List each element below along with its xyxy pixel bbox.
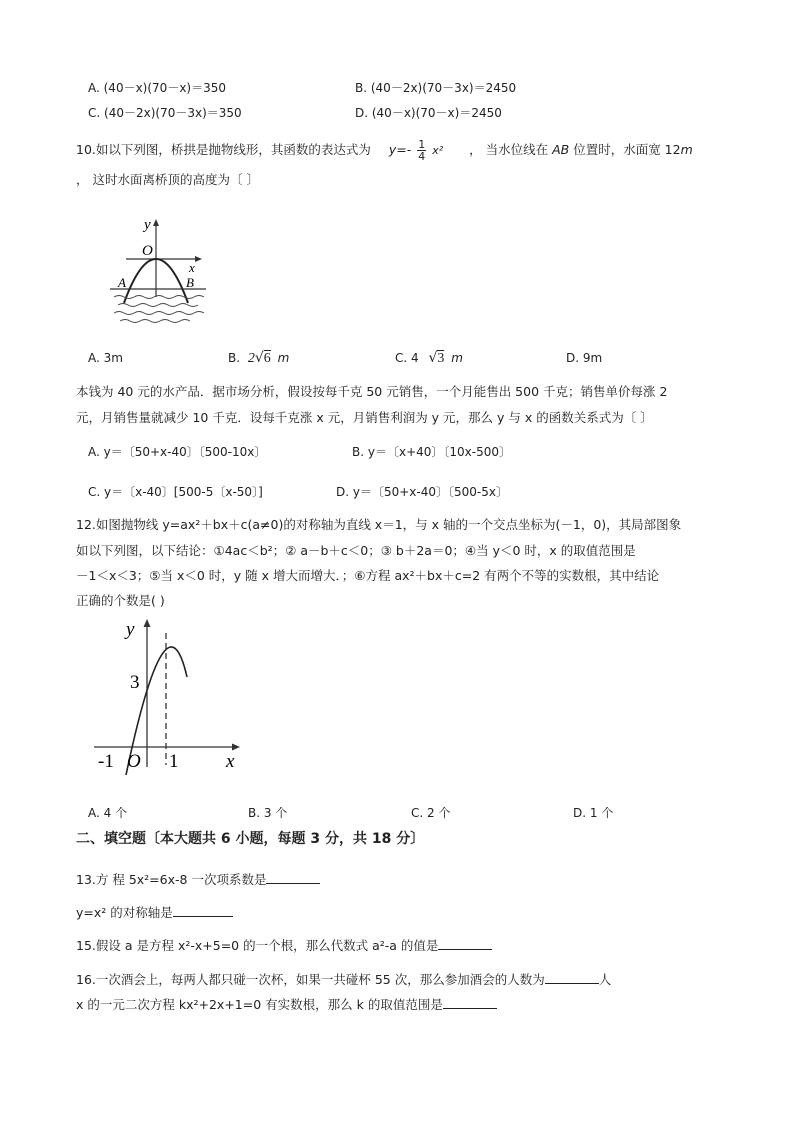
q10-option-c-radicand: 3 bbox=[437, 351, 445, 366]
q11-option-a: A. y＝〔50+x-40〕〔500-10x〕 bbox=[88, 445, 267, 459]
q10-ab: AB bbox=[552, 142, 570, 157]
fig2-y-arrow bbox=[144, 619, 151, 627]
section-2-title: 二、填空题〔本大题共 6 小题，每题 3 分，共 18 分〕 bbox=[76, 831, 425, 847]
q12-option-d: D. 1 个 bbox=[573, 806, 614, 820]
q17-text: x 的一元二次方程 kx²+2x+1=0 有实数根，那么 k 的取值范围是 bbox=[76, 997, 443, 1012]
q12-option-a: A. 4 个 bbox=[88, 806, 128, 820]
fig2-label-x: x bbox=[226, 751, 235, 772]
q12-stem-line2: 如以下列图，以下结论：①4ac＜b²；② a－b＋c＜0；③ b＋2a＝0；④当 y＜0 时，x 的取值范围是 bbox=[76, 543, 636, 558]
q12-option-b: B. 3 个 bbox=[248, 806, 288, 820]
q10-formula-suffix: x² bbox=[432, 144, 444, 157]
q11-option-c: C. y＝〔x-40〕[500-5〔x-50〕] bbox=[88, 485, 263, 499]
q10-option-b-radicand: 6 bbox=[263, 351, 271, 366]
q13-text: 13.方 程 5x²=6x-8 一次项系数是 bbox=[76, 872, 267, 887]
fig1-x-arrow bbox=[195, 256, 202, 262]
q17-answer-blank[interactable] bbox=[443, 996, 497, 1009]
fig2-label-3: 3 bbox=[130, 672, 140, 693]
q15-text: 15.假设 a 是方程 x²-x+5=0 的一个根，那么代数式 a²-a 的值是 bbox=[76, 938, 439, 953]
q15-line bbox=[76, 937, 492, 954]
q10-option-d: D. 9m bbox=[566, 351, 603, 365]
q14-text: y=x² 的对称轴是 bbox=[76, 905, 173, 920]
q10-stem-line1 bbox=[76, 139, 693, 162]
q10-formula-prefix: y=- bbox=[388, 142, 412, 157]
q16-text: 16.一次酒会上，每两人都只碰一次杯，如果一共碰杯 55 次，那么参加酒会的人数为 bbox=[76, 972, 545, 987]
fig1-y-arrow bbox=[153, 219, 159, 226]
q11-option-b: B. y＝〔x+40〕〔10x-500〕 bbox=[352, 445, 511, 459]
q12-stem-line1: 12.如图抛物线 y=ax²＋bx＋c(a≠0)的对称轴为直线 x＝1，与 x 轴的一个交点坐标为(－1，0)，其局部图象 bbox=[76, 517, 682, 532]
q10-fraction-num: 1 bbox=[418, 138, 426, 151]
parabola-figure bbox=[90, 615, 260, 775]
sqrt-icon: √ bbox=[254, 350, 264, 366]
q12-stem-line4: 正确的个数是( ) bbox=[76, 593, 165, 608]
q14-line bbox=[76, 904, 233, 921]
q11-stem-line1: 本钱为 40 元的水产品．据市场分析，假设按每千克 50 元销售，一个月能售出 500 千克；销售单价每涨 2 bbox=[76, 384, 668, 399]
fig1-label-o: O bbox=[142, 243, 153, 259]
q10-option-b-label: B. bbox=[228, 351, 241, 365]
q14-answer-blank[interactable] bbox=[173, 904, 233, 917]
sqrt-icon: √ bbox=[428, 350, 438, 366]
q13-answer-blank[interactable] bbox=[266, 871, 320, 884]
q12-stem-line3: －1＜x＜3；⑤当 x＜0 时，y 随 x 增大而增大．；⑥方程 ax²＋bx＋c=2 有两个不等的实数根，其中结论 bbox=[76, 568, 660, 583]
q10-option-a: A. 3m bbox=[88, 351, 123, 365]
q10-stem-text-a: 10.如以下列图，桥拱是抛物线形，其函数的表达式为 bbox=[76, 142, 371, 157]
q10-fraction-den: 4 bbox=[418, 150, 426, 163]
fig1-label-y: y bbox=[144, 217, 151, 233]
q10-stem-text-c: 位置时，水面宽 12 bbox=[573, 142, 681, 157]
fig2-x-arrow bbox=[232, 744, 240, 751]
q16-answer-blank[interactable] bbox=[545, 971, 599, 984]
fig2-label-o: O bbox=[127, 751, 141, 772]
q10-fraction bbox=[417, 139, 426, 162]
q9-option-d: D. (40－x)(70－x)＝2450 bbox=[355, 106, 502, 120]
q10-option-b-unit: m bbox=[277, 351, 290, 365]
q10-unit: m bbox=[680, 142, 693, 157]
q10-option-b bbox=[228, 350, 289, 367]
q12-option-c: C. 2 个 bbox=[411, 806, 451, 820]
q10-option-c-unit: m bbox=[451, 351, 463, 365]
q15-answer-blank[interactable] bbox=[438, 937, 492, 950]
q11-stem-line2: 元，月销售量就减少 10 千克．设每千克涨 x 元，月销售利润为 y 元，那么 y 与 x 的函数关系式为〔 〕 bbox=[76, 410, 653, 425]
fig2-label-1: 1 bbox=[169, 751, 179, 772]
fig2-label-y: y bbox=[126, 619, 135, 640]
q16-unit: 人 bbox=[598, 972, 612, 987]
q9-option-c: C. (40－2x)(70－3x)＝350 bbox=[88, 106, 242, 120]
q13-line bbox=[76, 871, 320, 888]
fig1-waves bbox=[114, 296, 204, 323]
fig1-label-x: x bbox=[189, 260, 195, 275]
q16-line bbox=[76, 971, 611, 988]
q10-stem-line2: ， 这时水面离桥顶的高度为〔 〕 bbox=[76, 172, 259, 187]
q9-option-b: B. (40－2x)(70－3x)＝2450 bbox=[355, 81, 517, 95]
fig2-label-neg1: -1 bbox=[98, 751, 114, 772]
bridge-arch-figure bbox=[106, 215, 216, 327]
q11-option-d: D. y＝〔50+x-40〕〔500-5x〕 bbox=[336, 485, 508, 499]
fig1-label-b: B bbox=[186, 275, 194, 290]
q10-option-b-coef: 2 bbox=[247, 351, 255, 366]
q10-stem-text-b: ， 当水位线在 bbox=[469, 142, 549, 157]
q17-line bbox=[76, 996, 497, 1013]
q10-option-c-label: C. 4 bbox=[395, 351, 419, 365]
q10-option-c bbox=[395, 350, 463, 367]
q9-option-a: A. (40－x)(70－x)＝350 bbox=[88, 81, 227, 95]
fig1-label-a: A bbox=[118, 275, 126, 290]
